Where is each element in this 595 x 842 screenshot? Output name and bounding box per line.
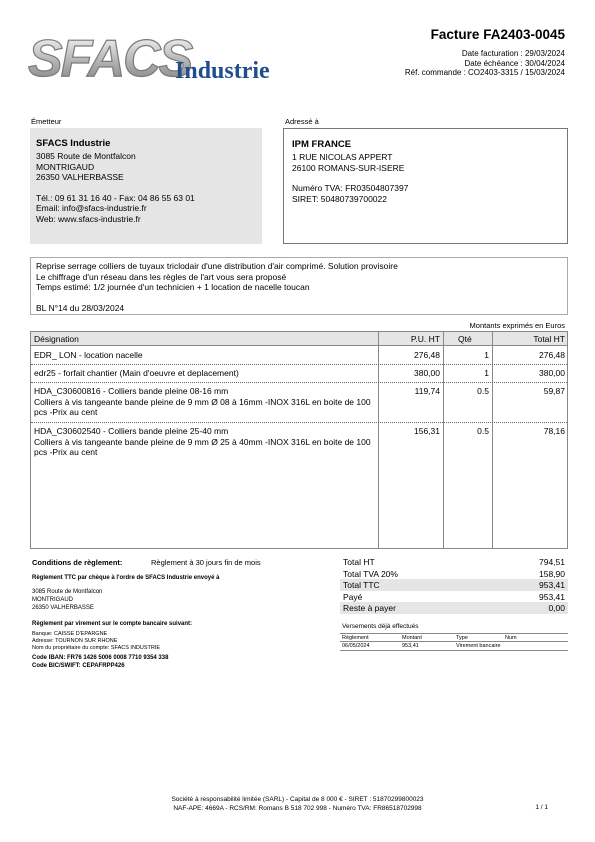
emitter-address-line: 26350 VALHERBASSE xyxy=(36,172,124,183)
legal-footer xyxy=(0,795,595,813)
due-date: Date échéance : 30/04/2024 xyxy=(464,58,565,68)
bank-name: Banque: CAISSE D'EPARGNE xyxy=(32,631,108,637)
line-unit-price: 119,74 xyxy=(414,386,440,396)
addressee-name: IPM FRANCE xyxy=(292,139,352,150)
emitter-label: Émetteur xyxy=(31,117,62,126)
header-unit-price: P.U. HT xyxy=(410,334,440,344)
payments-header-cell: Num xyxy=(505,635,517,641)
emitter-phone: Tél.: 09 61 31 16 40 - Fax: 04 86 55 63 01 xyxy=(36,192,195,203)
payment-type: Virement bancaire xyxy=(456,643,501,649)
line-quantity: 0.5 xyxy=(477,426,489,436)
payment-amount: 953,41 xyxy=(402,643,419,649)
line-unit-price: 156,31 xyxy=(414,426,440,436)
line-total: 59,87 xyxy=(543,386,565,396)
emitter-website[interactable]: Web: www.sfacs-industrie.fr xyxy=(36,213,141,224)
payment-row xyxy=(340,642,568,650)
cheque-address-line: MONTRIGAUD xyxy=(32,597,73,603)
payment-date: 06/05/2024 xyxy=(342,643,370,649)
payment-terms-label: Conditions de règlement: xyxy=(32,558,123,567)
line-quantity: 1 xyxy=(484,368,489,378)
page-number: 1 / 1 xyxy=(535,804,548,811)
line-quantity: 1 xyxy=(484,350,489,360)
footer-line: NAF-APE: 4669A - RCS/RM: Romans B 518 702 998 - Numéro TVA: FR86518702998 xyxy=(173,805,422,812)
svg-text:SFACS: SFACS xyxy=(28,30,192,88)
invoice-meta xyxy=(405,49,565,78)
transfer-title: Règlement par virement sur le compte bancaire suivant: xyxy=(32,621,193,627)
note-line: Reprise serrage colliers de tuyaux triclodair d'une distribution d'air comprimé. Solution provisoire xyxy=(36,261,398,271)
invoice-date: Date facturation : 29/03/2024 xyxy=(461,49,565,58)
sfacs-logo-graphic xyxy=(28,30,288,88)
bank-details xyxy=(32,631,160,653)
table-row xyxy=(31,423,567,550)
note-line: Le chiffrage d'un réseau dans les règles de l'art vous sera proposé xyxy=(36,271,287,282)
cheque-address-line: 3085 Route de Montfalcon xyxy=(32,589,103,595)
emitter-box xyxy=(30,128,262,244)
invoice-notes xyxy=(30,257,568,315)
invoice-title: Facture FA2403-0045 xyxy=(430,27,565,42)
line-total: 78,16 xyxy=(543,426,565,436)
delivery-note-ref: BL N°14 du 28/03/2024 xyxy=(36,302,125,313)
total-ht-row: Total HT 794,51 xyxy=(343,557,565,567)
line-unit-price: 380,00 xyxy=(414,368,440,378)
addressee-address-line: 26100 ROMANS-SUR-ISERE xyxy=(292,162,405,173)
payments-title: Versements déjà effectués xyxy=(342,623,419,630)
remaining-row: Reste à payer 0,00 xyxy=(340,602,568,614)
addressee-siret: SIRET: 50480739700022 xyxy=(292,193,387,204)
paid-row: Payé 953,41 xyxy=(343,591,565,602)
addressee-label: Adressé à xyxy=(285,117,319,126)
emitter-address-line: MONTRIGAUD xyxy=(36,161,95,172)
line-designation: HDA_C30602540 - Colliers bande pleine 25-40 mm Colliers à vis tangeante bande pleine de 9 mm Ø 25 à 40mm -INOX 316L en boite de 100 pcs -Prix au cent xyxy=(34,426,371,458)
iban: Code IBAN: FR76 1426 5006 0008 7710 9354 338 xyxy=(32,655,169,661)
line-total: 380,00 xyxy=(539,368,565,378)
line-designation: edr25 - forfait chantier (Main d'oeuvre et deplacement) xyxy=(34,368,239,378)
emitter-email[interactable]: Email: info@sfacs-industrie.fr xyxy=(36,203,147,214)
order-reference: Réf. commande : CO2403-3315 / 15/03/2024 xyxy=(404,68,565,78)
bic: Code BIC/SWIFT: CEPAFRPP426 xyxy=(32,663,125,669)
addressee-box xyxy=(283,128,568,244)
addressee-tva: Numéro TVA: FR03504807397 xyxy=(292,183,409,194)
table-row xyxy=(31,347,567,365)
company-logo xyxy=(28,30,288,88)
emitter-address-line: 3085 Route de Montfalcon xyxy=(36,151,136,161)
payments-header-cell: Montant xyxy=(402,635,422,641)
line-designation: EDR_ LON - location nacelle xyxy=(34,350,143,360)
total-ttc-row: Total TTC 953,41 xyxy=(340,579,568,591)
header-designation: Désignation xyxy=(34,334,79,344)
table-row xyxy=(31,383,567,423)
line-quantity: 0.5 xyxy=(477,386,489,396)
currency-note: Montants exprimés en Euros xyxy=(469,321,565,330)
payments-header-cell: Règlement xyxy=(342,635,369,641)
payments-header xyxy=(340,634,568,642)
cheque-address-line: 26350 VALHERBASSE xyxy=(32,605,94,611)
payment-terms-value: Règlement à 30 jours fin de mois xyxy=(151,558,261,567)
totals-block xyxy=(340,556,568,614)
header-quantity: Qté xyxy=(458,334,472,344)
emitter-name: SFACS Industrie xyxy=(36,138,111,149)
cheque-address xyxy=(32,588,102,612)
line-total: 276,48 xyxy=(539,350,565,360)
table-row xyxy=(31,365,567,383)
cheque-title: Règlement TTC par chèque à l'ordre de SFACS Industrie envoyé à xyxy=(32,575,220,581)
account-owner: Nom du propriétaire du compte: SFACS INDUSTRIE xyxy=(32,645,161,652)
svg-text:Industrie: Industrie xyxy=(175,58,270,84)
payments-table xyxy=(340,633,568,651)
addressee-address-line: 1 RUE NICOLAS APPERT xyxy=(292,152,393,162)
total-tva-row: Total TVA 20% 158,90 xyxy=(343,568,565,579)
note-line: Temps estimé: 1/2 journée d'un technicien + 1 location de nacelle toucan xyxy=(36,282,310,293)
table-header xyxy=(31,332,567,346)
line-designation: HDA_C30600816 - Colliers bande pleine 08-16 mm Colliers à vis tangeante bande pleine de 9 mm Ø 08 à 16mm -INOX 316L en boite de 100 pcs -Prix au cent xyxy=(34,386,371,418)
invoice-lines-table xyxy=(30,331,568,549)
payments-header-cell: Type xyxy=(456,635,468,641)
bank-address: Adresse: TOURNON SUR RHONE xyxy=(32,638,118,645)
line-unit-price: 276,48 xyxy=(414,350,440,360)
footer-line: Société à responsabilité limitée (SARL) - Capital de 8 000 € - SIRET : 51870299800023 xyxy=(171,796,424,803)
header-total: Total HT xyxy=(533,334,565,344)
